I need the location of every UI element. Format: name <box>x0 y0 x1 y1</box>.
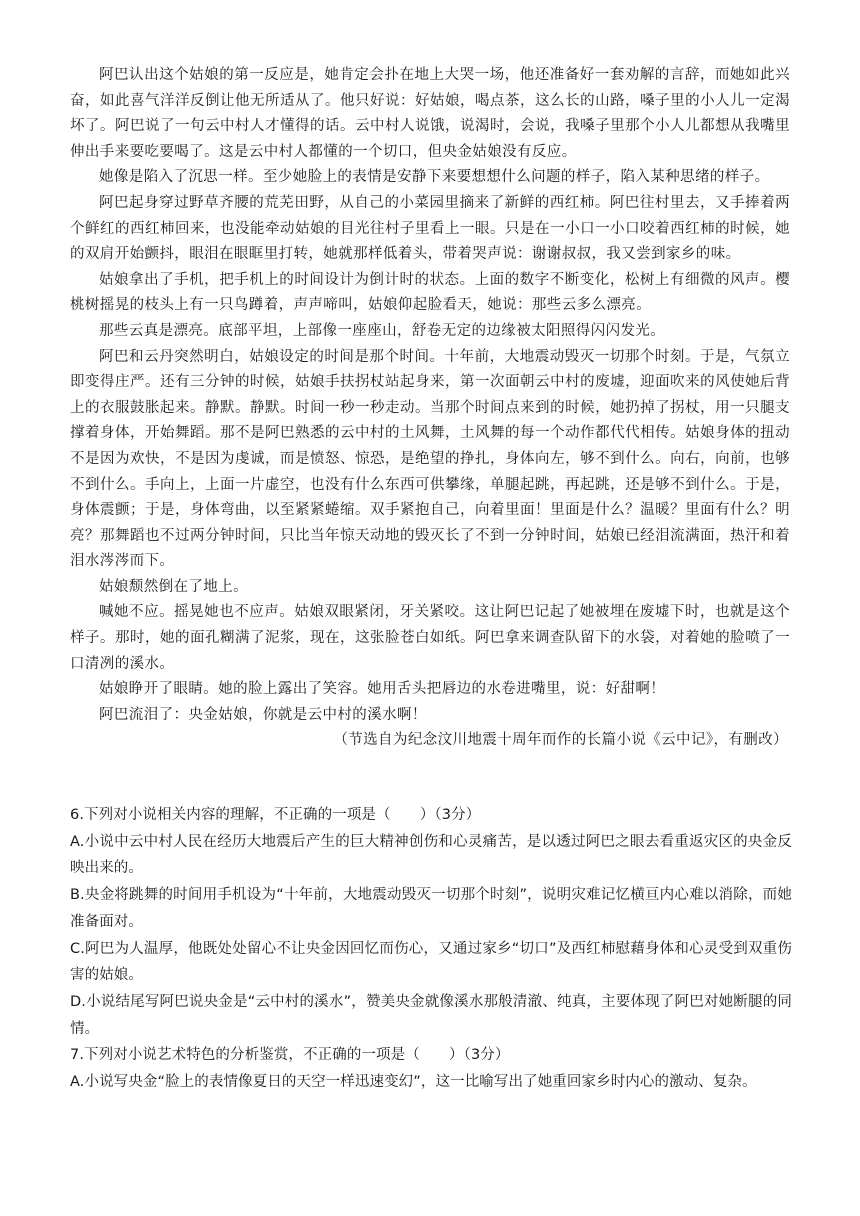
question-6-option-c: C.阿巴为人温厚，他既处处留心不让央金因回忆而伤心，又通过家乡“切口”及西红柿慰藉身体和心灵受到双重伤害的姑娘。 <box>70 940 792 984</box>
reading-passage <box>70 63 790 754</box>
passage-paragraph-9: 姑娘睁开了眼睛。她的脸上露出了笑容。她用舌头把唇边的水卷进嘴里，说：好甜啊！ <box>99 681 666 698</box>
passage-paragraph-3: 阿巴起身穿过野草齐腰的荒芜田野，从自己的小菜园里摘来了新鲜的西红柿。阿巴往村里去，又手捧着两个鲜红的西红柿回来，也没能牵动姑娘的目光往村子里看上一眼。只是在一小口一小口咬着西红柿的时候，她的双肩开始颤抖，眼泪在眼眶里打转，她就那样低着头，带着哭声说：谢谢叔叔，我又尝到家乡的味。 <box>70 194 790 263</box>
passage-source-note: （节选自为纪念汶川地震十周年而作的长篇小说《云中记》，有删改） <box>333 732 788 749</box>
passage-paragraph-8: 喊她不应。摇晃她也不应声。姑娘双眼紧闭，牙关紧咬。这让阿巴记起了她被埋在废墟下时，也就是这个样子。那时，她的面孔糊满了泥浆，现在，这张脸苍白如纸。阿巴拿来调查队留下的水袋，对着她的脸喷了一口清冽的溪水。 <box>70 604 790 672</box>
question-6-option-d: D.小说结尾写阿巴说央金是“云中村的溪水”，赞美央金就像溪水那般清澈、纯真，主要体现了阿巴对她断腿的同情。 <box>70 993 792 1037</box>
question-7-option-a: A.小说写央金“脸上的表情像夏日的天空一样迅速变幻”，这一比喻写出了她重回家乡时内心的激动、复杂。 <box>70 1074 757 1091</box>
passage-paragraph-1: 阿巴认出这个姑娘的第一反应是，她肯定会扑在地上大哭一场，他还准备好一套劝解的言辞，而她如此兴奋，如此喜气洋洋反倒让他无所适从了。他只好说：好姑娘，喝点茶，这么长的山路，嗓子里的小人儿一定渴坏了。阿巴说了一句云中村人才懂得的话。云中村人说饿，说渴时，会说，我嗓子里那个小人儿都想从我嘴里伸出手来要吃要喝了。这是云中村人都懂的一个切口，但央金姑娘没有反应。 <box>70 67 790 160</box>
question-section <box>70 802 792 1096</box>
passage-paragraph-4: 姑娘拿出了手机，把手机上的时间设计为倒计时的状态。上面的数字不断变化，松树上有细微的风声。樱桃树摇晃的枝头上有一只鸟蹲着，声声啼叫，姑娘仰起脸看天，她说：那些云多么漂亮。 <box>70 271 790 314</box>
question-7-stem: 7.下列对小说艺术特色的分析鉴赏，不正确的一项是（ ）（3分） <box>70 1047 510 1064</box>
question-6-stem: 6.下列对小说相关内容的理解，不正确的一项是（ ）（3分） <box>70 807 481 823</box>
question-6-option-a: A.小说中云中村人民在经历大地震后产生的巨大精神创伤和心灵痛苦，是以透过阿巴之眼去看重返灾区的央金反映出来的。 <box>70 833 792 877</box>
passage-paragraph-2: 她像是陷入了沉思一样。至少她脸上的表情是安静下来要想想什么问题的样子，陷入某种思绪的样子。 <box>99 169 770 186</box>
passage-paragraph-6: 阿巴和云丹突然明白，姑娘设定的时间是那个时间。十年前，大地震动毁灭一切那个时刻。于是，气氛立即变得庄严。还有三分钟的时候，姑娘手扶拐杖站起身来，第一次面朝云中村的废墟，迎面吹来的风使她后背上的衣服鼓胀起来。静默。静默。时间一秒一秒走动。当那个时间点来到的时候，她扔掉了拐杖，用一只腿支撑着身体，开始舞蹈。那不是阿巴熟悉的云中村的土风舞，土风舞的每一个动作都代代相传。姑娘身体的扭动不是因为欢快，不是因为虔诚，而是愤怒、惊恐，是绝望的挣扎，身体向左，够不到什么。向右，向前，也够不到什么。手向上，上面一片虚空，也没有什么东西可供攀缘，单腿起跳，再起跳，还是够不到什么。于是，身体震颤；于是，身体弯曲，以至紧紧蜷缩。双手紧抱自己，向着里面！里面是什么？温暖？里面有什么？明亮？那舞蹈也不过两分钟时间，只比当年惊天动地的毁灭长了不到一分钟时间，姑娘已经泪流满面，热汗和着泪水涔涔而下。 <box>70 348 790 570</box>
passage-paragraph-7: 姑娘颓然倒在了地上。 <box>99 578 248 595</box>
passage-paragraph-5: 那些云真是漂亮。底部平坦，上部像一座座山，舒卷无定的边缘被太阳照得闪闪发光。 <box>99 322 666 339</box>
passage-paragraph-10: 阿巴流泪了：央金姑娘，你就是云中村的溪水啊！ <box>99 706 427 723</box>
question-6-option-b: B.央金将跳舞的时间用手机设为“十年前，大地震动毁灭一切那个时刻”，说明灾难记忆横亘内心难以消除，而她准备面对。 <box>70 887 792 930</box>
